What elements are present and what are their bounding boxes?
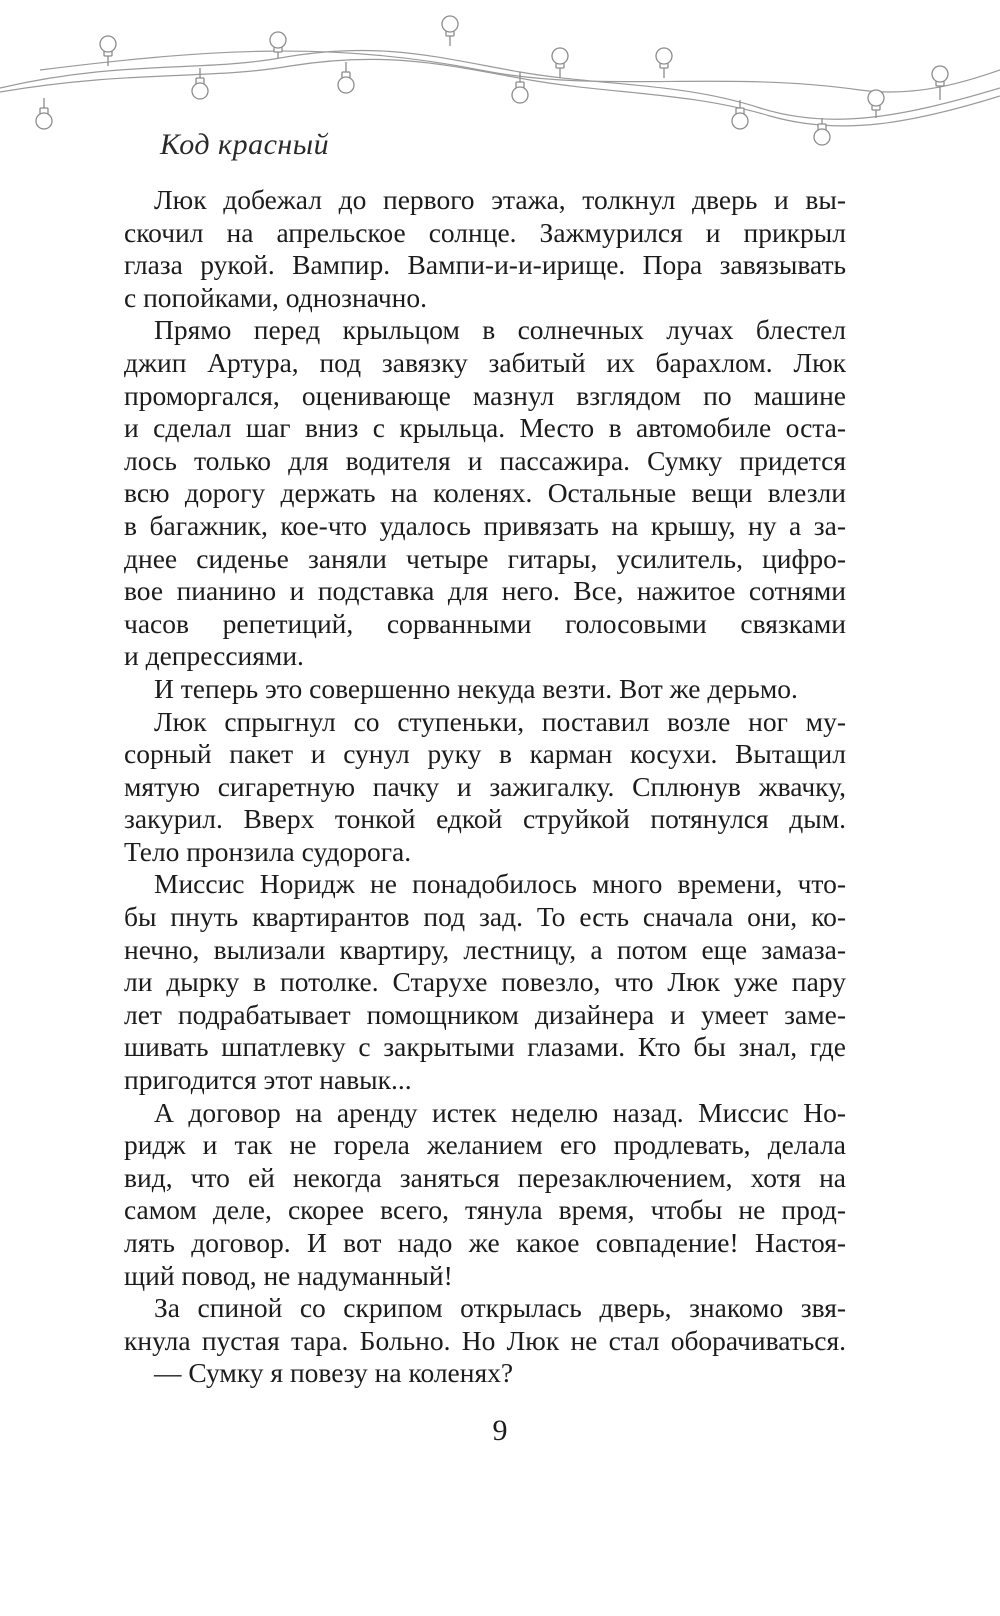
bulb-icon xyxy=(36,98,52,129)
text-line: ридж и так не горела желанием его продлевать, делала xyxy=(124,1129,846,1161)
bulb-icon xyxy=(338,62,354,93)
text-line: проморгался, оценивающе мазнул взглядом по машине xyxy=(124,379,846,411)
page-number: 9 xyxy=(492,1414,508,1447)
text-line: вое пианино и подставка для него. Все, нажитое сотнями xyxy=(124,575,846,607)
text-line: джип Артура, под завязку забитый их барахлом. Люк xyxy=(124,346,846,378)
text-line: лет подрабатывает помощником дизайнера и умеет заме- xyxy=(124,998,846,1030)
text-line: щий повод, не надуманный! xyxy=(124,1259,453,1291)
text-line: лять договор. И вот надо же какое совпадение! Настоя- xyxy=(124,1227,846,1258)
text-line: и сделал шаг вниз с крыльца. Место в автомобиле оста- xyxy=(124,412,846,444)
text-line: За спиной со скрипом открылась дверь, знакомо звя- xyxy=(154,1292,846,1324)
bulb-icon xyxy=(270,32,286,58)
text-line: вид, что ей некогда заняться перезаключением, хотя на xyxy=(124,1161,846,1193)
text-line: сорный пакет и сунул руку в карман косухи. Вытащил xyxy=(124,738,846,770)
text-line: днее сиденье заняли четыре гитары, усилитель, цифро- xyxy=(124,542,846,574)
text-line: И теперь это совершенно некуда везти. Вот же дерьмо. xyxy=(154,672,798,704)
text-line: с попойками, однозначно. xyxy=(124,281,428,313)
running-head: Код красный xyxy=(160,128,330,161)
text-line: пригодится этот навык... xyxy=(124,1064,412,1096)
text-line: бы пнуть квартирантов под зад. То есть сначала они, ко- xyxy=(124,901,846,933)
text-line: Люк добежал до первого этажа, толкнул дверь и вы- xyxy=(154,184,846,215)
bulb-icon xyxy=(552,48,568,78)
garland-ornament xyxy=(0,0,1000,150)
text-line: мятую сигаретную пачку и зажигалку. Сплюнув жвачку, xyxy=(124,770,846,802)
text-line: Тело пронзила судорога. xyxy=(124,835,412,867)
text-line: — Сумку я повезу на коленях? xyxy=(154,1357,514,1389)
text-line: шивать шпатлевку с закрытыми глазами. Кто бы знал, где xyxy=(124,1031,846,1063)
text-line: закурил. Вверх тонкой едкой струйкой потянулся дым. xyxy=(124,803,846,835)
text-line: скочил на апрельское солнце. Зажмурился и прикрыл xyxy=(124,216,846,248)
bulb-icon xyxy=(814,118,830,145)
text-line: кнула пустая тара. Больно. Но Люк не стал оборачиваться. xyxy=(124,1324,846,1356)
text-line: ли дырку в потолке. Старухе повезло, что Люк уже пару xyxy=(124,966,846,998)
text-line: глаза рукой. Вампир. Вампи-и-и-ирище. Пора завязывать xyxy=(124,249,846,281)
text-line: лось только для водителя и пассажира. Сумку придется xyxy=(124,444,846,476)
bulb-icon xyxy=(732,100,748,129)
text-line: нечно, вылизали квартиру, лестницу, а потом еще замаза- xyxy=(124,933,846,965)
text-line: Люк спрыгнул со ступеньки, поставил возле ног му- xyxy=(154,705,846,737)
text-line: Миссис Норидж не понадобилось много времени, что- xyxy=(154,868,846,900)
text-line: самом деле, скорее всего, тянула время, чтобы не прод- xyxy=(124,1194,846,1226)
text-line: А договор на аренду истек неделю назад. Миссис Но- xyxy=(154,1096,846,1128)
text-line: часов репетиций, сорванными голосовыми связками xyxy=(124,607,846,639)
text-line: Прямо перед крыльцом в солнечных лучах блестел xyxy=(154,314,846,346)
bulb-icon xyxy=(656,48,672,78)
text-line: в багажник, кое-что удалось привязать на крышу, ну а за- xyxy=(124,509,846,541)
bulb-icon xyxy=(192,68,208,99)
bulb-icon xyxy=(868,90,884,118)
text-line: и депрессиями. xyxy=(124,640,304,672)
text-line: всю дорогу держать на коленях. Остальные вещи влезли xyxy=(124,477,846,509)
bulb-icon xyxy=(442,16,458,46)
bulb-icon xyxy=(932,66,948,100)
body-text xyxy=(124,184,846,1390)
